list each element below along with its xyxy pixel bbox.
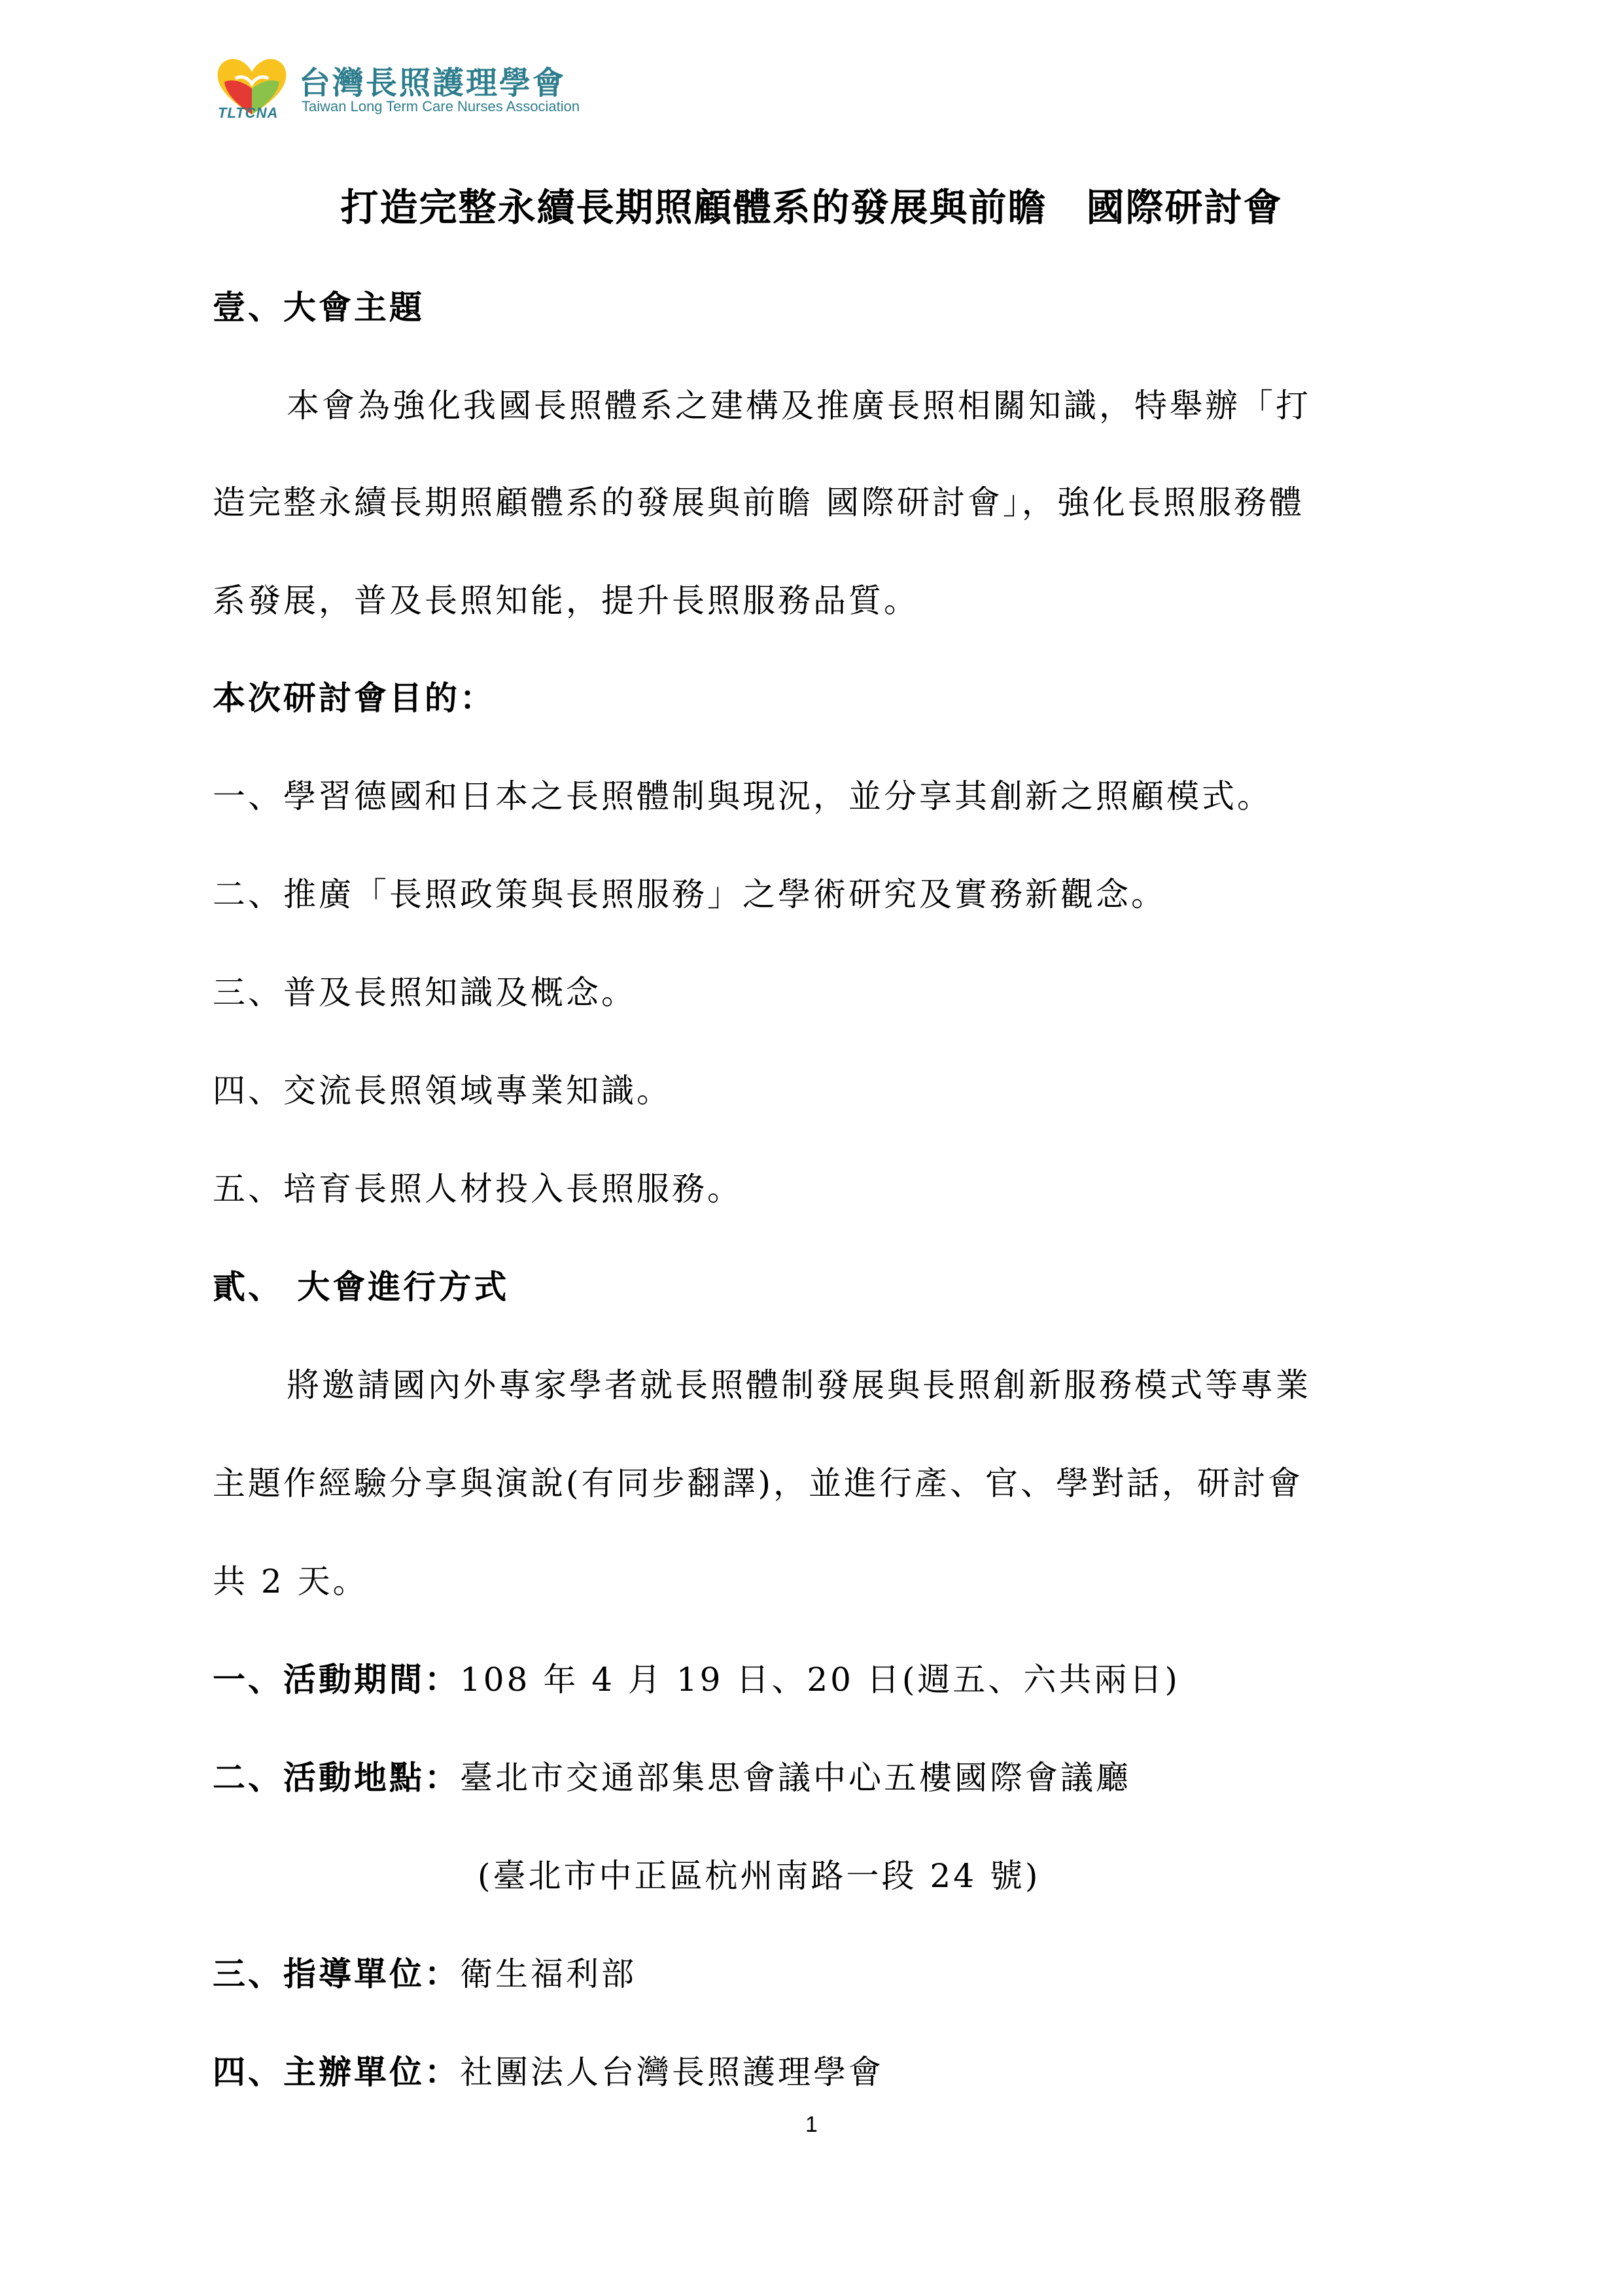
org-abbr: TLTCNA (218, 105, 279, 121)
info-value: 臺北市交通部集思會議中心五樓國際會議廳 (460, 1759, 1131, 1797)
purpose-item: 二、推廣「長照政策與長照服務」之學術研究及實務新觀念。 (213, 875, 1166, 913)
section2-paragraph-line: 主題作經驗分享與演說(有同步翻譯)，並進行產、官、學對話，研討會 (213, 1464, 1304, 1502)
purpose-item: 三、普及長照知識及概念。 (213, 974, 637, 1012)
section1-paragraph-line: 系發展，普及長照知能，提升長照服務品質。 (213, 582, 919, 620)
purpose-heading: 本次研討會目的： (213, 679, 495, 717)
info-label: 四、主辦單位： (213, 2053, 460, 2091)
section2-heading: 貳、 大會進行方式 (213, 1267, 510, 1306)
section1-paragraph-line: 本會為強化我國長照體系之建構及推廣長照相關知識，特舉辦「打 (287, 387, 1311, 425)
section1-heading: 壹、大會主題 (213, 288, 425, 327)
section1-paragraph-line: 造完整永續長期照顧體系的發展與前瞻 國際研討會」，強化長照服務體 (213, 484, 1304, 521)
page-number: 1 (805, 2112, 818, 2137)
org-logo (213, 52, 618, 124)
org-name-en: Taiwan Long Term Care Nurses Association (302, 98, 580, 115)
section2-paragraph-line: 共 2 天。 (213, 1563, 368, 1600)
info-value: 衛生福利部 (460, 1955, 637, 1993)
info-label: 一、活動期間： (213, 1660, 460, 1699)
venue-address: (臺北市中正區杭州南路一段 24 號) (478, 1857, 1041, 1895)
info-item-organizer (213, 2046, 884, 2093)
info-item-venue (213, 1752, 1131, 1799)
section2-paragraph-line: 將邀請國內外專家學者就長照體制發展與長照創新服務模式等專業 (287, 1366, 1311, 1404)
purpose-item: 一、學習德國和日本之長照體制與現況，並分享其創新之照顧模式。 (213, 777, 1272, 815)
info-item-supervisor (213, 1948, 637, 1995)
purpose-item: 四、交流長照領域專業知識。 (213, 1072, 672, 1110)
info-value: 108 年 4 月 19 日、20 日(週五、六共兩日) (460, 1661, 1180, 1699)
info-item-period (213, 1653, 1180, 1701)
purpose-item: 五、培育長照人材投入長照服務。 (213, 1170, 742, 1208)
info-value: 社團法人台灣長照護理學會 (460, 2053, 884, 2091)
info-label: 三、指導單位： (213, 1954, 460, 1993)
document-title: 打造完整永續長期照顧體系的發展與前瞻 國際研討會 (340, 185, 1283, 230)
info-label: 二、活動地點： (213, 1758, 460, 1797)
org-name: 台灣長照護理學會 (299, 65, 567, 101)
